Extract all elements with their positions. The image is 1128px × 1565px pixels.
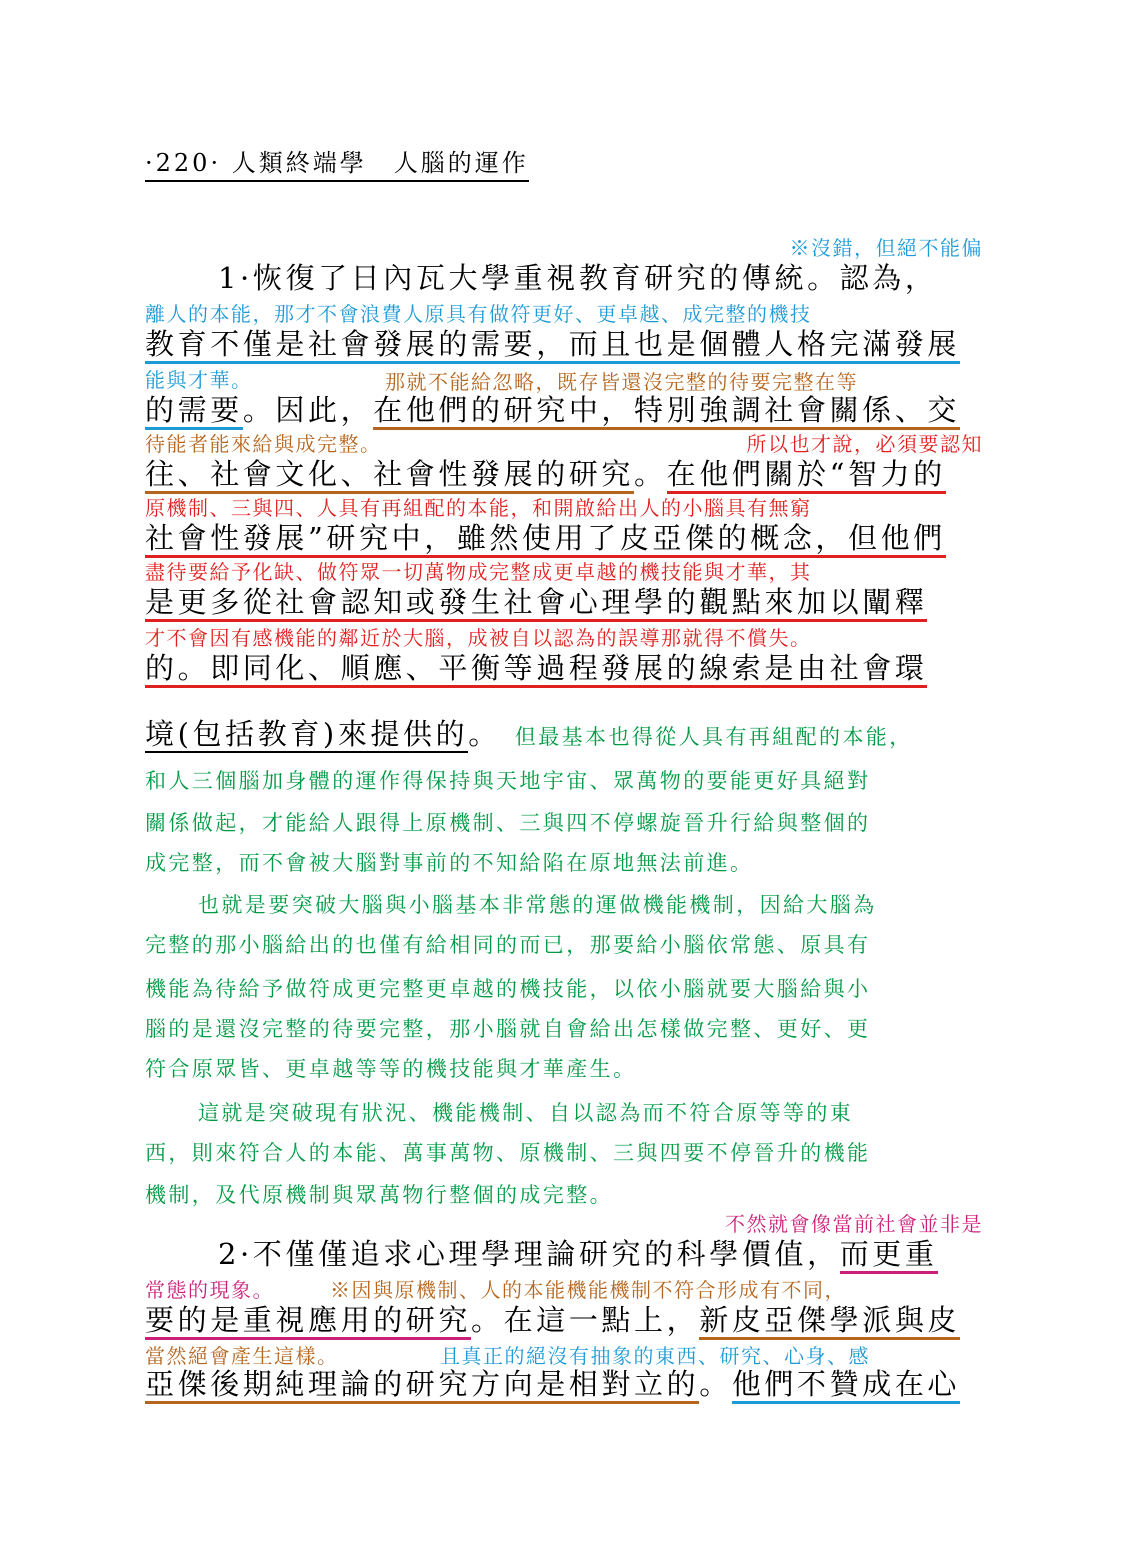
body-line-2 — [145, 326, 960, 362]
commentary-line-2: 關係做起，才能給人跟得上原機制、三與四不停螺旋晉升行給與整個的 — [145, 811, 871, 835]
body-line-5 — [145, 520, 946, 556]
underlined-text: 教育不僅是社會發展的需要，而且也是個體人格完滿發展 — [145, 327, 960, 364]
commentary-line-6: 機能為待給予做符成更完整更卓越的機技能，以依小腦就要大腦給與小 — [145, 977, 871, 1001]
commentary-line-7: 腦的是還沒完整的待要完整，那小腦就自會給出怎樣做完整、更好、更 — [145, 1017, 871, 1041]
body-text: 。 — [699, 1367, 732, 1401]
commentary-line-8: 符合原眾皆、更卓越等等的機技能與才華產生。 — [145, 1057, 637, 1081]
annotation-note-3a: 能與才華。 — [145, 368, 253, 392]
underlined-text: 亞傑後期純理論的研究方向是相對立的 — [145, 1367, 699, 1404]
body-line-4 — [145, 456, 946, 492]
underlined-text: 社會性發展”研究中，雖然使用了皮亞傑的概念，但他們 — [145, 521, 946, 558]
underlined-text: 往、社會文化、社會性發展的研究 — [145, 457, 634, 494]
underlined-text: 境(包括教育)來提供的 — [145, 717, 469, 751]
commentary-line-9: 這就是突破現有狀況、機能機制、自以認為而不符合原等等的東 — [198, 1101, 854, 1125]
underlined-text: 的。即同化、順應、平衡等過程發展的線索是由社會環 — [145, 651, 927, 688]
body-text: 。 — [634, 457, 667, 491]
body-line-6 — [145, 584, 927, 620]
commentary-line-5: 完整的那小腦給出的也僅有給相同的而已，那要給小腦依常態、原具有 — [145, 933, 871, 957]
body-line-8 — [145, 716, 913, 752]
annotation-note-10b: 且真正的絕沒有抽象的東西、研究、心身、感 — [440, 1344, 870, 1368]
annotation-note-10a: 當然絕會產生這樣。 — [145, 1344, 339, 1368]
body-line-11 — [145, 1366, 960, 1402]
running-header: ·220· 人類終端學 人腦的運作 — [145, 148, 529, 182]
annotation-note-8: 不然就會像當前社會並非是 — [725, 1212, 983, 1236]
body-text: ， — [807, 1237, 840, 1271]
underlined-text: 是更多從社會認知或發生社會心理學的觀點來加以闡釋 — [145, 585, 927, 622]
body-text: 。 — [468, 717, 501, 751]
body-text: 2·不僅僅追求心理學理論研究的科學價值 — [218, 1237, 808, 1271]
underlined-text: 而更重 — [840, 1237, 938, 1274]
annotation-note-3b: 那就不能給忽略，既存皆還沒完整的待要完整在等 — [385, 370, 858, 394]
underlined-text: 的需要 — [145, 393, 243, 430]
annotation-note-9a: 常態的現象。 — [145, 1278, 274, 1302]
green-commentary: 但最基本也得從人具有再組配的本能， — [514, 725, 913, 749]
underlined-text: 在他們的研究中，特別強調社會關係、交 — [373, 393, 960, 430]
annotation-note-1: ※沒錯，但絕不能偏 — [789, 236, 983, 260]
commentary-line-11: 機制，及代原機制與眾萬物行整個的成完整。 — [145, 1183, 613, 1207]
annotation-note-9b: ※因與原機制、人的本能機能機制不符合形成有不同， — [330, 1278, 846, 1302]
body-text: 。因此， — [242, 393, 374, 427]
annotation-note-6: 盡待要給予化缺、做符眾一切萬物成完整成更卓越的機技能與才華，其 — [145, 560, 812, 584]
commentary-line-10: 西，則來符合人的本能、萬事萬物、原機制、三與四要不停晉升的機能 — [145, 1141, 871, 1165]
annotation-note-4b: 所以也才說，必須要認知 — [746, 432, 983, 456]
commentary-line-3: 成完整，而不會被大腦對事前的不知給陷在原地無法前進。 — [145, 851, 754, 875]
annotation-note-4a: 待能者能來給與成完整。 — [145, 432, 382, 456]
body-line-3 — [145, 392, 960, 428]
body-line-7 — [145, 650, 927, 686]
body-line-9 — [218, 1236, 938, 1272]
underlined-text: 要的是重視應用的研究 — [145, 1303, 471, 1340]
underlined-text: 新皮亞傑學派與皮 — [699, 1303, 960, 1340]
body-line-10 — [145, 1302, 960, 1338]
underlined-text: 在他們關於“智力的 — [667, 457, 946, 494]
commentary-line-1: 和人三個腦加身體的運作得保持與天地宇宙、眾萬物的要能更好具絕對 — [145, 769, 871, 793]
underlined-text: 他們不贊成在心 — [732, 1367, 960, 1404]
body-line-1 — [218, 260, 937, 296]
body-text: 。在這一點上， — [471, 1303, 700, 1337]
commentary-line-4: 也就是要突破大腦與小腦基本非常態的運做機能機制，因給大腦為 — [198, 893, 877, 917]
annotation-note-7: 才不會因有感機能的鄰近於大腦，成被自以認為的誤導那就得不償失。 — [145, 626, 812, 650]
annotation-note-5: 原機制、三與四、人具有再組配的本能，和開啟給出人的小腦具有無窮 — [145, 496, 812, 520]
annotation-note-2: 離人的本能，那才不會浪費人原具有做符更好、更卓越、成完整的機技 — [145, 302, 812, 326]
body-text: 1·恢復了日內瓦大學重視教育研究的傳統。認為， — [218, 261, 938, 295]
